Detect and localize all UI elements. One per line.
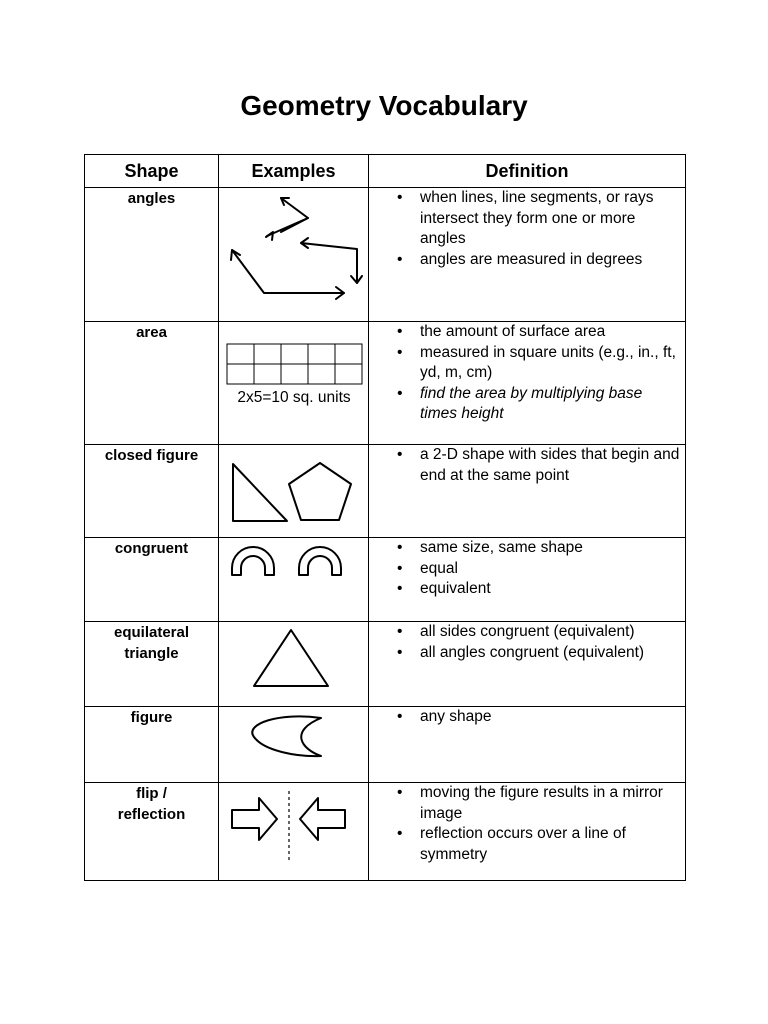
vocabulary-table	[84, 154, 686, 881]
header-definition: Definition	[369, 155, 686, 188]
list-item: • find the area by multiplying base times height	[369, 384, 681, 425]
header-shape: Shape	[85, 155, 219, 188]
table-row	[85, 707, 686, 783]
angles-arrows-icon	[219, 188, 369, 322]
list-item: • a 2-D shape with sides that begin and end at the same point	[369, 445, 681, 486]
example-figure	[219, 707, 369, 783]
example-congruent	[219, 538, 369, 622]
term-line: reflection	[117, 806, 186, 823]
list-item: • all sides congruent (equivalent)	[369, 622, 681, 643]
page-title: Geometry Vocabulary	[240, 90, 528, 121]
header-examples: Examples	[219, 155, 369, 188]
table-row	[85, 538, 686, 622]
area-grid-icon	[219, 322, 369, 445]
definition-angles	[369, 188, 686, 322]
definition-closed-figure	[369, 445, 686, 538]
example-flip-reflection	[219, 783, 369, 881]
list-item: • angles are measured in degrees	[369, 250, 681, 271]
table-row	[85, 188, 686, 322]
list-item: • any shape	[369, 707, 681, 728]
list-item: • measured in square units (e.g., in., ft, yd, m, cm)	[369, 343, 681, 384]
list-item: • when lines, line segments, or rays intersect they form one or more angles	[369, 188, 681, 250]
table-row	[85, 622, 686, 707]
list-item: • equivalent	[369, 579, 681, 600]
list-item: • same size, same shape	[369, 538, 681, 559]
term-figure: figure	[85, 707, 219, 783]
example-equilateral-triangle	[219, 622, 369, 707]
term-line: equilateral	[113, 624, 190, 641]
definition-flip-reflection	[369, 783, 686, 881]
definition-congruent	[369, 538, 686, 622]
definition-figure	[369, 707, 686, 783]
term-angles: angles	[85, 188, 219, 322]
table-row	[85, 783, 686, 881]
term-flip-reflection	[85, 783, 219, 881]
table-row	[85, 322, 686, 445]
example-closed-figure	[219, 445, 369, 538]
term-line: flip /	[136, 785, 167, 802]
reflected-arrows-icon	[219, 783, 369, 881]
list-item: • the amount of surface area	[369, 322, 681, 343]
list-item: • all angles congruent (equivalent)	[369, 643, 681, 664]
example-area	[219, 322, 369, 445]
example-angles	[219, 188, 369, 322]
definition-area	[369, 322, 686, 445]
list-item: • reflection occurs over a line of symmetry	[369, 824, 681, 865]
crescent-icon	[219, 707, 369, 783]
area-example-label: 2x5=10 sq. units	[237, 389, 351, 406]
table-header-row	[85, 155, 686, 188]
triangle-pentagon-icon	[219, 445, 369, 538]
term-area: area	[85, 322, 219, 445]
term-line: triangle	[124, 645, 179, 662]
congruent-arches-icon	[219, 538, 369, 622]
list-item: • equal	[369, 559, 681, 580]
table-row	[85, 445, 686, 538]
equilateral-triangle-icon	[219, 622, 369, 707]
term-equilateral-triangle	[85, 622, 219, 707]
definition-equilateral-triangle	[369, 622, 686, 707]
term-closed-figure: closed figure	[85, 445, 219, 538]
term-congruent: congruent	[85, 538, 219, 622]
list-item: • moving the figure results in a mirror image	[369, 783, 681, 824]
